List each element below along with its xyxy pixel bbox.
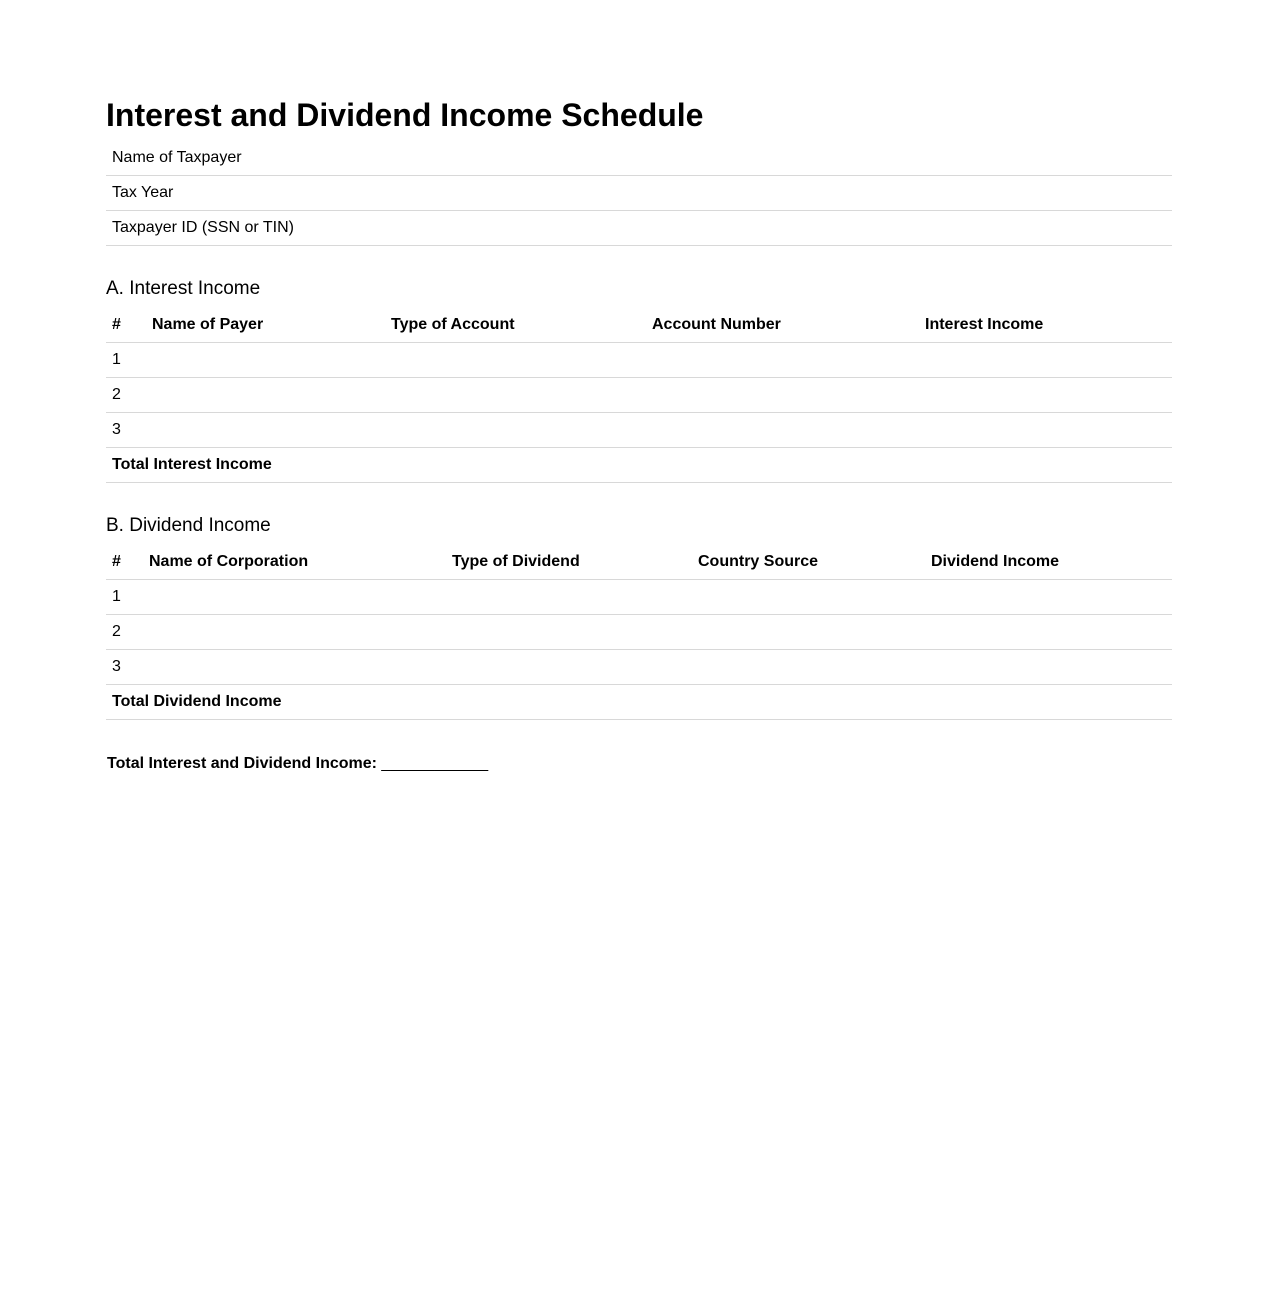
dividend-amount-cell[interactable]: [925, 615, 1172, 650]
dividend-total-row: [106, 685, 1172, 720]
dividend-col-type: Type of Dividend: [446, 545, 692, 580]
account-type-cell[interactable]: [385, 378, 646, 413]
account-type-cell[interactable]: [385, 343, 646, 378]
row-number: 1: [106, 343, 146, 378]
dividend-total-label: Total Dividend Income: [106, 685, 925, 720]
taxpayer-id-row: [106, 211, 1172, 246]
account-number-cell[interactable]: [646, 413, 919, 448]
interest-amount-cell[interactable]: [919, 378, 1172, 413]
dividend-total-value[interactable]: [925, 685, 1172, 720]
table-row: [106, 580, 1172, 615]
dividend-type-cell[interactable]: [446, 580, 692, 615]
account-number-cell[interactable]: [646, 378, 919, 413]
tax-year-row: [106, 176, 1172, 211]
dividend-header-row: [106, 545, 1172, 580]
country-source-cell[interactable]: [692, 580, 925, 615]
corporation-cell[interactable]: [143, 615, 446, 650]
interest-col-income: Interest Income: [919, 308, 1172, 343]
dividend-type-cell[interactable]: [446, 615, 692, 650]
interest-income-table: [106, 308, 1172, 483]
payer-cell[interactable]: [146, 343, 385, 378]
interest-total-row: [106, 448, 1172, 483]
tax-year-label: Tax Year: [106, 176, 1172, 211]
interest-amount-cell[interactable]: [919, 413, 1172, 448]
row-number: 2: [106, 378, 146, 413]
interest-col-payer: Name of Payer: [146, 308, 385, 343]
interest-col-number: #: [106, 308, 146, 343]
row-number: 3: [106, 413, 146, 448]
country-source-cell[interactable]: [692, 615, 925, 650]
interest-total-value[interactable]: [919, 448, 1172, 483]
interest-total-label: Total Interest Income: [106, 448, 919, 483]
dividend-col-income: Dividend Income: [925, 545, 1172, 580]
taxpayer-name-label: Name of Taxpayer: [106, 141, 1172, 176]
taxpayer-name-row: [106, 141, 1172, 176]
payer-cell[interactable]: [146, 378, 385, 413]
row-number: 3: [106, 650, 143, 685]
dividend-col-number: #: [106, 545, 143, 580]
grand-total-label: Total Interest and Dividend Income:: [107, 755, 377, 772]
dividend-amount-cell[interactable]: [925, 580, 1172, 615]
dividend-amount-cell[interactable]: [925, 650, 1172, 685]
row-number: 1: [106, 580, 143, 615]
dividend-income-table: [106, 545, 1172, 720]
corporation-cell[interactable]: [143, 580, 446, 615]
interest-amount-cell[interactable]: [919, 343, 1172, 378]
payer-cell[interactable]: [146, 413, 385, 448]
country-source-cell[interactable]: [692, 650, 925, 685]
interest-col-account-number: Account Number: [646, 308, 919, 343]
dividend-col-country: Country Source: [692, 545, 925, 580]
table-row: [106, 650, 1172, 685]
grand-total-line: [107, 755, 488, 773]
interest-section-heading: A. Interest Income: [106, 278, 261, 299]
table-row: [106, 378, 1172, 413]
dividend-type-cell[interactable]: [446, 650, 692, 685]
account-number-cell[interactable]: [646, 343, 919, 378]
dividend-col-corporation: Name of Corporation: [143, 545, 446, 580]
page-title: Interest and Dividend Income Schedule: [106, 97, 704, 133]
taxpayer-id-label: Taxpayer ID (SSN or TIN): [106, 211, 1172, 246]
taxpayer-info-table: [106, 141, 1172, 246]
table-row: [106, 343, 1172, 378]
interest-col-account-type: Type of Account: [385, 308, 646, 343]
interest-header-row: [106, 308, 1172, 343]
row-number: 2: [106, 615, 143, 650]
account-type-cell[interactable]: [385, 413, 646, 448]
grand-total-blank[interactable]: ____________: [381, 755, 489, 772]
dividend-section-heading: B. Dividend Income: [106, 515, 271, 536]
table-row: [106, 615, 1172, 650]
table-row: [106, 413, 1172, 448]
corporation-cell[interactable]: [143, 650, 446, 685]
